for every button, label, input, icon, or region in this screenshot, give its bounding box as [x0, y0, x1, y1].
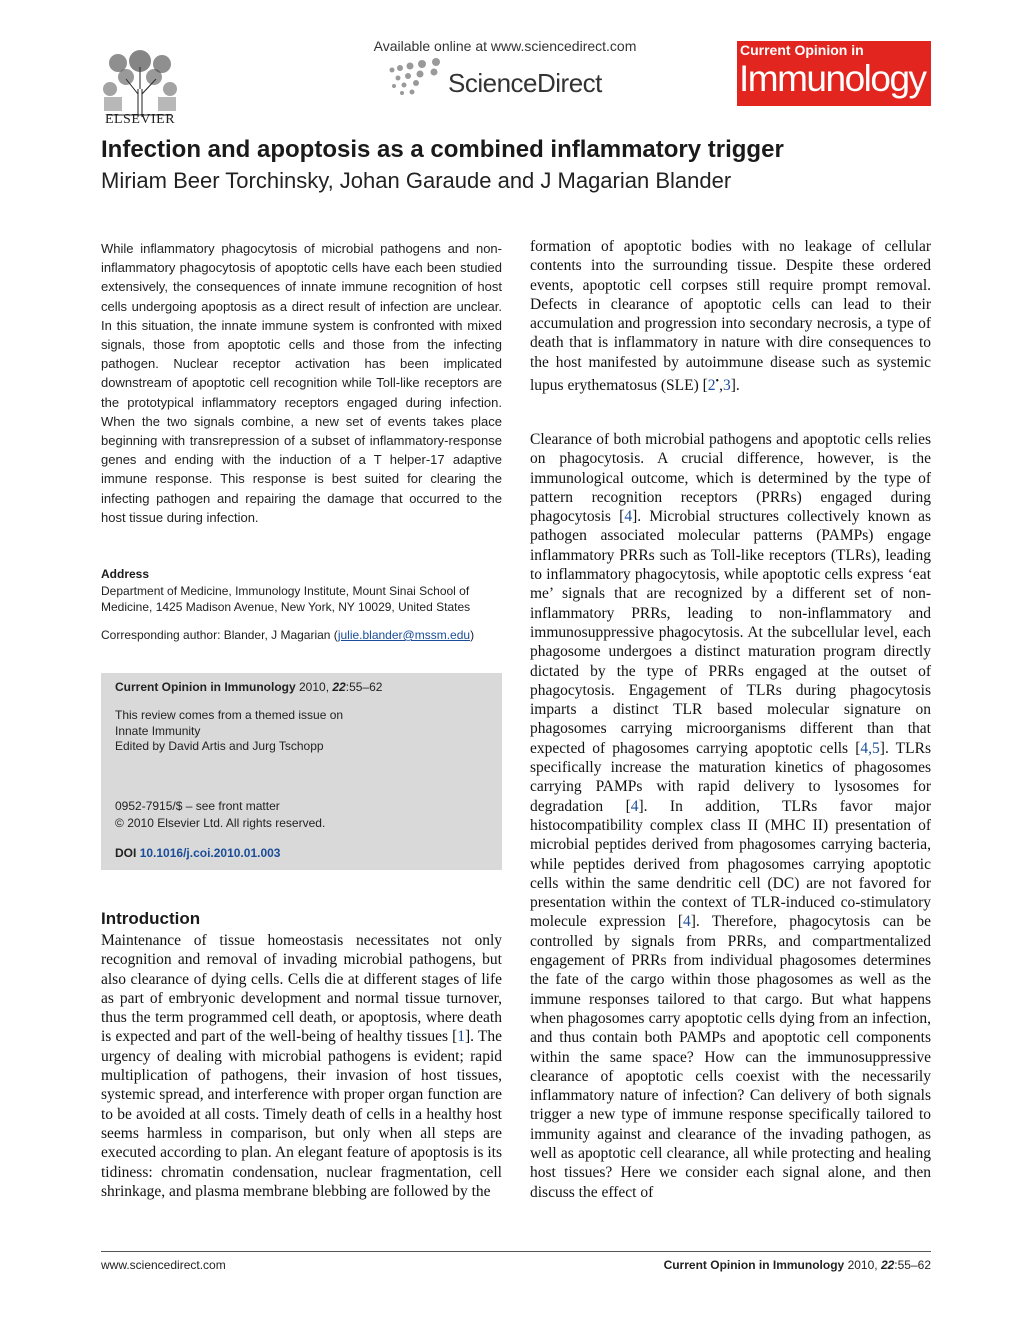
intro-text: ]. The urgency of dealing with microbial pathogens is evident; rapid multiplication of pathogens, their invasion of host tissues, systemic spread, and interference with proper organ function are to be avoided at all costs. Timely death of cells in a healthy host seems harmless in comparison, but only when all steps are executed according to plan. An elegant feature of apoptosis is its tidiness: chromatin condensation, nuclear fragmentation, cell shrinkage, and plasma membrane blebbing are followed by the	[101, 1028, 502, 1200]
reference-link[interactable]: 4	[624, 508, 633, 526]
corresponding-email-link[interactable]: julie.blander@mssm.edu	[337, 628, 471, 642]
reference-link[interactable]: 1	[457, 1028, 466, 1046]
reference-link[interactable]: 4,5	[860, 739, 880, 757]
body-text: formation of apoptotic bodies with no leakage of cellular contents into the surrounding tissue. Despite these ordered events, apoptotic cell corpses still require prompt removal. Defects in clearance of apoptotic cells can lead to their accumulation and progression into secondary necrosis, a type of death that is inflammatory in nature with dire consequences to the host manifested by autoimmune disease such as systemic lupus erythematosus (SLE) [	[530, 238, 931, 395]
footer-divider	[101, 1251, 931, 1252]
sciencedirect-dots-icon	[386, 58, 446, 100]
article-title: Infection and apoptosis as a combined inflammatory trigger	[101, 136, 784, 163]
issn-line: 0952-7915/$ – see front matter	[115, 799, 280, 813]
themed-issue-info	[115, 708, 343, 755]
sciencedirect-wordmark: ScienceDirect	[448, 68, 602, 98]
footer-pages: :55–62	[894, 1258, 931, 1272]
reference-link[interactable]: 3	[722, 377, 731, 395]
abstract: While inflammatory phagocytosis of microbial pathogens and non-inflammatory phagocytosis of apoptotic cells have each been studied extensively, the consequences of innate immune recognition of host cells undergoing apoptosis as a direct result of infection are unclear. In this situation, the innate immune system is confronted with mixed signals, those from apoptotic cells and those from the infecting pathogen. Nuclear receptor activation has been implicated downstream of apoptotic cell recognition while Toll-like receptors are the prototypical inflammatory receptors engaged during infection. When the two signals combine, a new set of events takes place beginning with transrepression of a subset of inflammatory-response genes and ending with the induction of a T helper-17 adaptive immune response. This response is best suited for clearing the infecting pathogen and repairing the damage that occurred to the host tissue during infection.	[101, 241, 502, 525]
available-online-text: Available online at www.sciencedirect.com	[373, 38, 637, 54]
corresponding-author	[101, 628, 502, 642]
citation-journal: Current Opinion in Immunology	[115, 680, 296, 694]
citation-year: 2010,	[299, 680, 330, 694]
article-authors: Miriam Beer Torchinsky, Johan Garaude and J Magarian Blander	[101, 168, 732, 193]
body-text: ]. In addition, TLRs favor major histocompatibility complex class II (MHC II) presentation of microbial peptides derived from phagosomes carrying bacteria, while peptides derived from phagosomes carrying apoptotic cells within the same dendritic cell (DC) are not favored for presentation within the context of TLR-induced co-stimulatory molecule expression [	[530, 797, 931, 931]
body-text: ]. Microbial structures collectively known as pathogen associated molecular patterns (PAMPs) engage inflammatory PRRs such as Toll-like receptors (TLRs), leading to inflammatory phagocytosis, while apoptotic cells express ‘eat me’ signals that are recognized by a different set of non-inflammatory PRRs, leading to non-inflammatory and immunosuppressive phagocytosis. At the subcellular level, each phagosome undergoes a distinct maturation program directly dictated by the type of PRRs engaged at the outset of phagocytosis. Engagement of TLRs during phagocytosis imparts a distinct TLR based molecular signature on phagosomes carrying microorganisms different than that expected of phagosomes carrying apoptotic cells [	[530, 508, 931, 757]
theme-editors: Edited by David Artis and Jurg Tschopp	[115, 739, 324, 753]
reference-mark: •	[715, 376, 720, 388]
body-paragraph	[530, 237, 931, 396]
theme-name: Innate Immunity	[115, 723, 201, 738]
publisher-wordmark: ELSEVIER	[104, 112, 176, 127]
citation-line	[115, 680, 382, 694]
doi-label: DOI	[115, 846, 137, 860]
copyright-text: 2010 Elsevier Ltd. All rights reserved.	[127, 816, 326, 830]
reference-link[interactable]: 2	[707, 377, 716, 395]
journal-banner-name: Immunology	[739, 58, 926, 99]
reference-link[interactable]: 4	[683, 913, 691, 931]
footer-year: 2010,	[847, 1258, 878, 1272]
theme-line: This review comes from a themed issue on	[115, 708, 344, 722]
body-text: ]. TLRs specifically increase the maturation kinetics of phagosomes carrying PAMPs with rapid delivery to lysosomes for degradation [	[530, 739, 931, 815]
introduction-paragraph	[101, 931, 502, 1201]
intro-text: Maintenance of tissue homeostasis necessitates not only recognition and removal of invading microbial pathogens, but also clearance of dying cells. Cells die at different stages of life as part of embryonic development and normal tissue turnover, thus the term programmed cell death, or apoptosis, where death is expected and part of the well-being of healthy tissues [	[101, 932, 502, 1046]
citation-pages: :55–62	[345, 680, 383, 694]
doi-link[interactable]: 10.1016/j.coi.2010.01.003	[139, 846, 281, 860]
body-text: Clearance of both microbial pathogens and apoptotic cells relies on phagocytosis. A crucial difference, however, is the immunological outcome, which is determined by the type of pattern recognition receptors (PRRs) engaged during phagocytosis [	[530, 431, 931, 526]
footer-url[interactable]: www.sciencedirect.com	[101, 1258, 226, 1272]
footer-volume: 22	[880, 1258, 895, 1272]
reference-link[interactable]: 4	[630, 797, 639, 815]
address-text: Department of Medicine, Immunology Institute, Mount Sinai School of Medicine, 1425 Madison Avenue, New York, NY 10029, United States	[101, 584, 471, 614]
journal-banner-top: Current Opinion in	[740, 42, 864, 58]
copyright-icon: ©	[115, 816, 124, 830]
address-heading: Address	[101, 567, 150, 581]
corresponding-suffix: )	[470, 628, 475, 642]
issn-copyright	[115, 798, 325, 832]
footer-journal: Current Opinion in Immunology	[663, 1258, 845, 1272]
introduction-heading: Introduction	[101, 909, 201, 928]
copyright-line	[115, 815, 325, 832]
doi-line	[115, 846, 280, 860]
corresponding-prefix: Corresponding author: Blander, J Magarian (	[101, 628, 338, 642]
body-text: ,	[719, 377, 723, 395]
citation-volume: 22	[332, 680, 346, 694]
body-text: ]. Therefore, phagocytosis can be controlled by signals from PRRs, and compartmentalized engagement of PRRs from individual phagosomes determines the fate of the cargo within those phagosomes as well as the immune responses tailored to that cargo. But what happens when phagosomes carry apoptotic cells dying from an infection, and thus contain both PAMPs and apoptotic cell components within the same space? How can the immunosuppressive clearance of apoptotic cells coexist with the necessarily inflammatory nature of infection? Can delivery of both signals trigger a new type of immune response specifically tailored to immunity against and clearance of the invading pathogen, as well as apoptotic cell clearance, all while protecting and healing host tissues? Here we consider each signal alone, and then discuss the effect of	[530, 913, 931, 1201]
body-paragraph	[530, 430, 931, 1202]
footer-citation	[664, 1258, 931, 1272]
body-text: ].	[730, 377, 740, 395]
article-info-box	[101, 673, 502, 870]
